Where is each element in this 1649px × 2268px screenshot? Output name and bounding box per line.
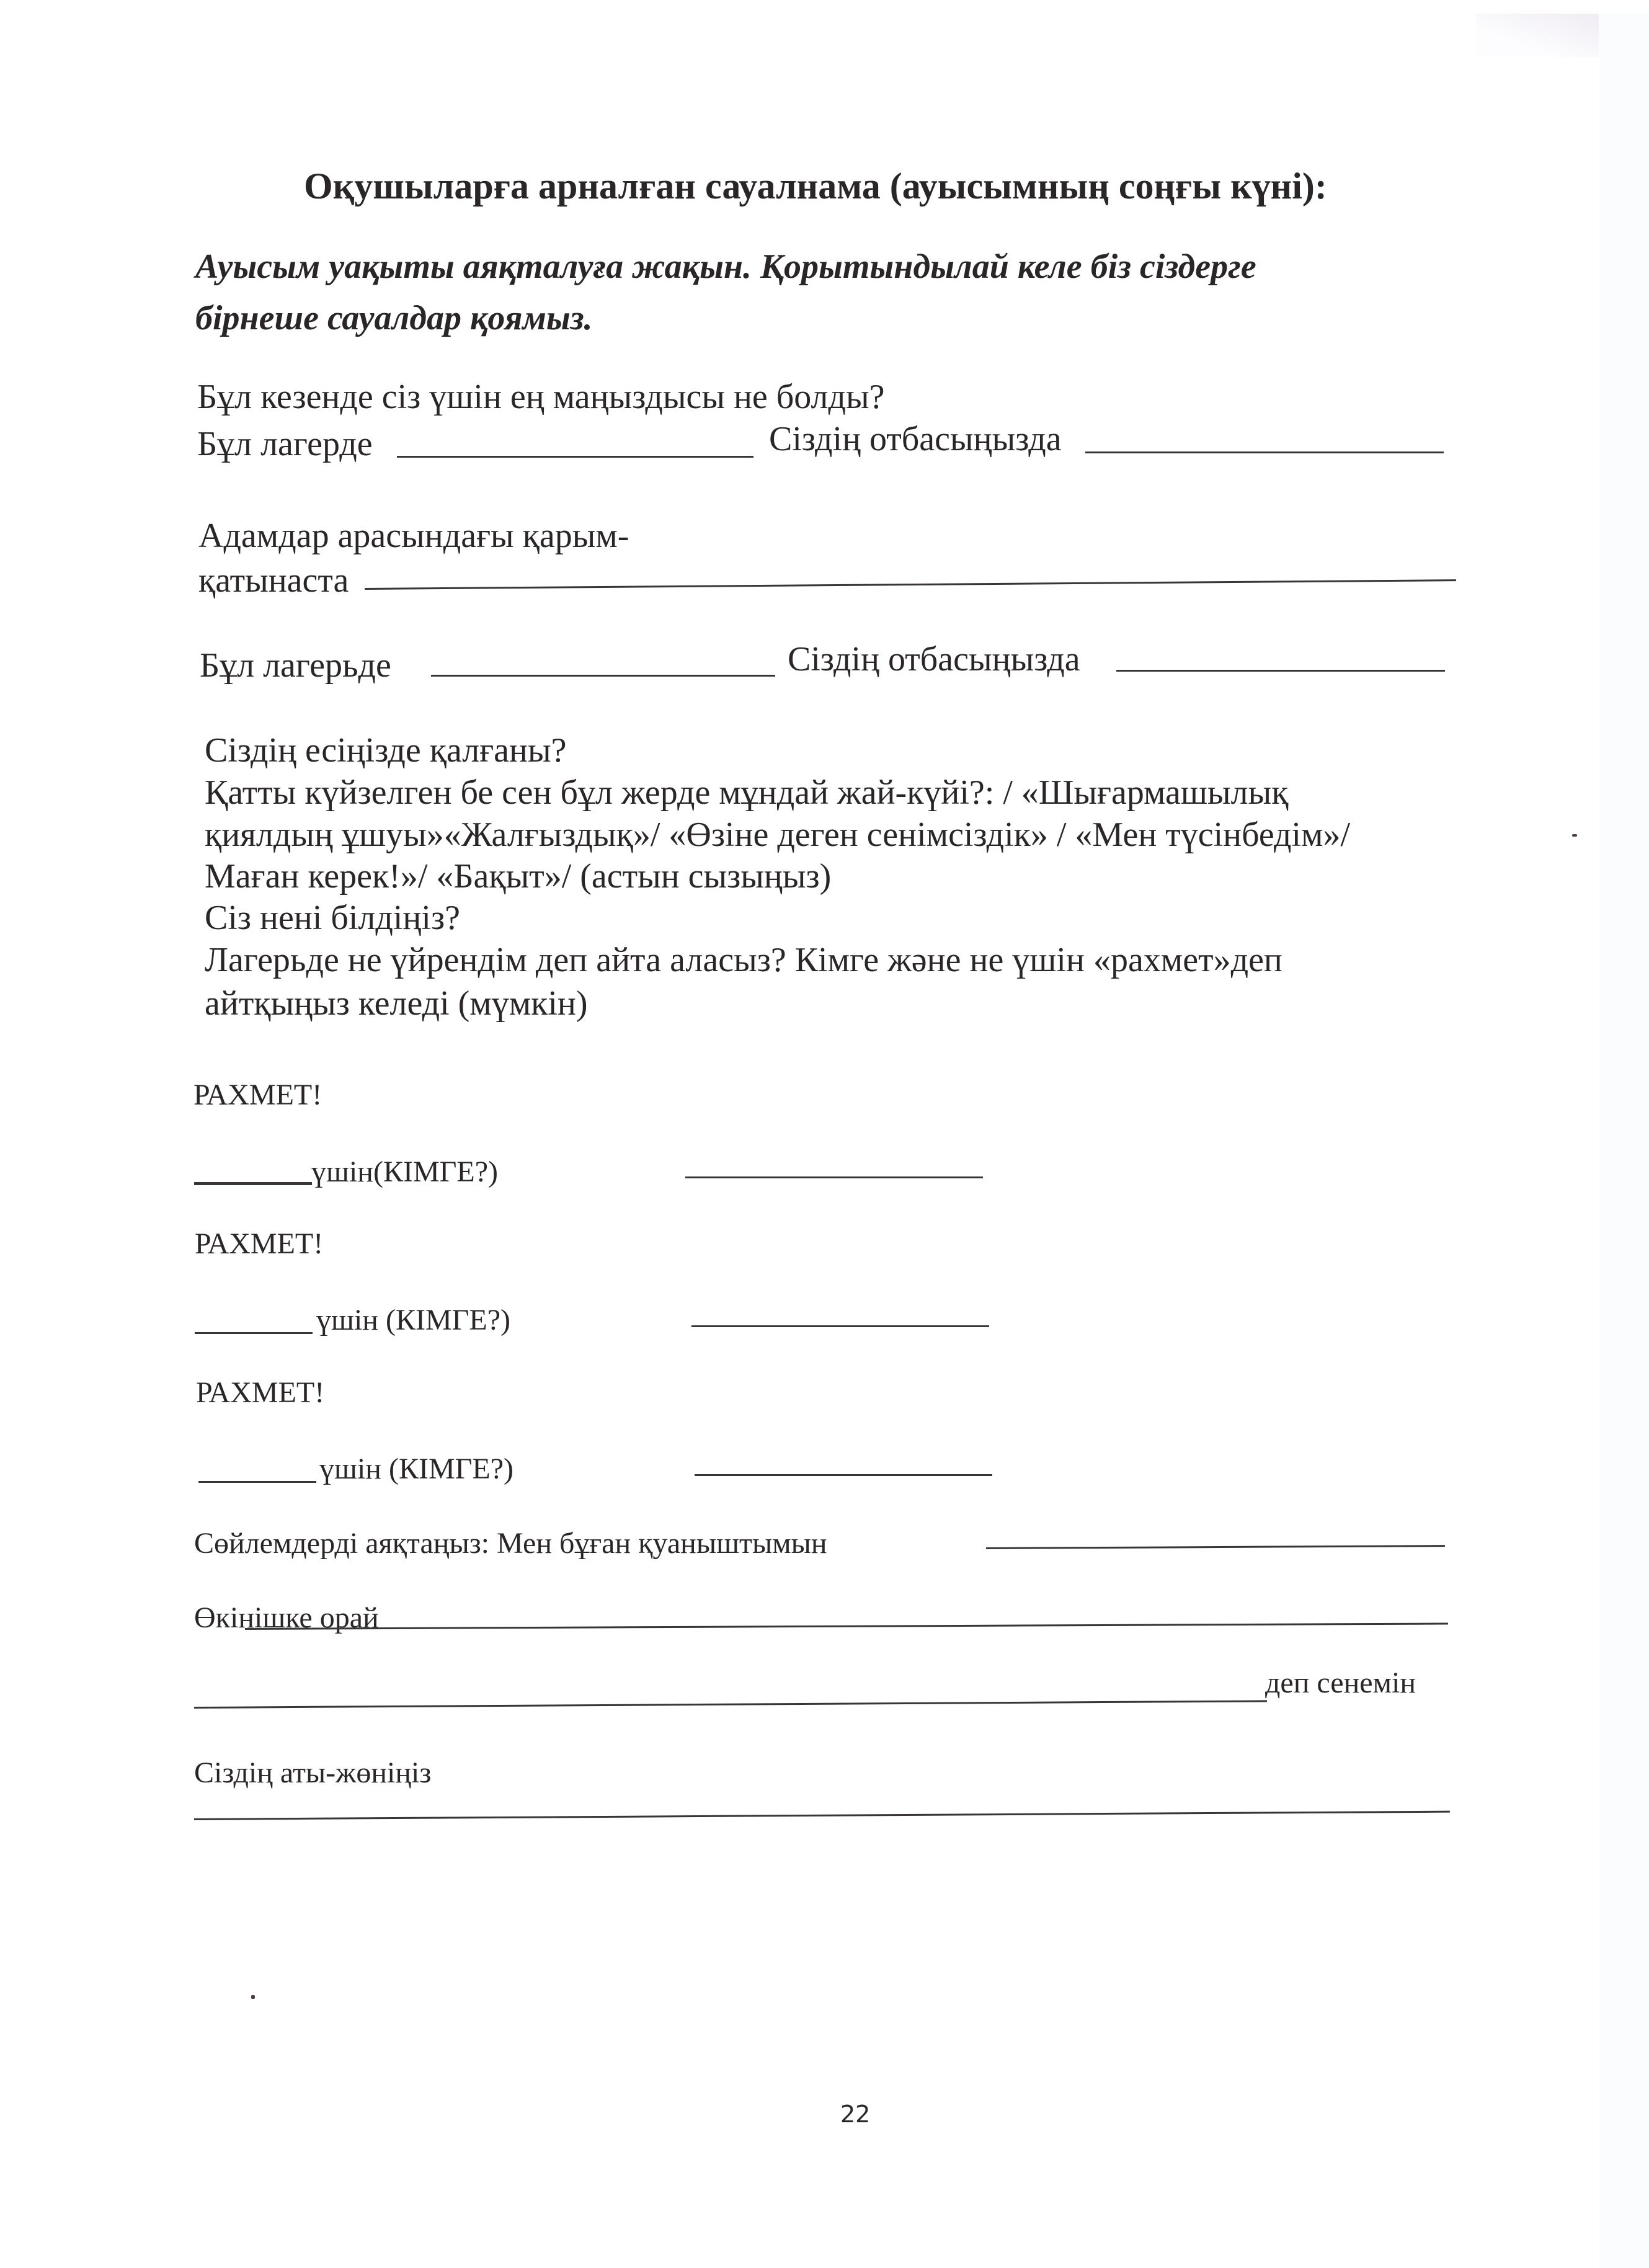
answer-field-regret[interactable]: [245, 1623, 1448, 1630]
label-camp-2: Бұл лагерьде: [200, 646, 391, 685]
question-thanks: Лагерьде не үйрендім деп айта аласыз? Кімге және не үшін «рахмет»деп: [205, 941, 1282, 979]
feelings-options-2: Маған керек!»/ «Бақыт»/ (астын сызыңыз): [205, 857, 832, 896]
answer-field-camp[interactable]: [397, 456, 753, 458]
answer-field-family[interactable]: [1085, 451, 1444, 453]
label-family-2: Сіздің отбасыңызда: [788, 640, 1080, 678]
label-relationships-cont: қатынаста: [198, 561, 349, 600]
thanks-reason-field-1[interactable]: [685, 1176, 983, 1178]
answer-field-name[interactable]: [194, 1811, 1450, 1820]
thanks-heading-3: РАХМЕТ!: [196, 1376, 325, 1409]
label-regret: Өкінішке орай: [194, 1601, 379, 1634]
label-family: Сіздің отбасыңызда: [769, 420, 1062, 458]
page-title: Оқушыларға арналған сауалнама (ауысымның соңғы күні):: [304, 166, 1327, 207]
scan-border-right: [1599, 14, 1649, 2268]
thanks-reason-field-3[interactable]: [695, 1474, 992, 1476]
thanks-who-field-1-ext: [194, 1182, 312, 1184]
thanks-heading-2: РАХМЕТ!: [195, 1227, 324, 1260]
intro-line-2: бірнеше сауалдар қоямыз.: [195, 299, 593, 337]
label-believe: деп сенемін: [1265, 1666, 1416, 1699]
complete-sentences-prompt: Сөйлемдерді аяқтаңыз: Мен бұған қуаныштымын: [194, 1527, 827, 1560]
question-learned: Сіз нені білдіңіз?: [205, 899, 460, 937]
intro-line-1: Ауысым уақыты аяқталуға жақын. Қорытындылай келе біз сіздерге: [195, 247, 1256, 286]
scan-speck: [251, 1995, 255, 1999]
thanks-heading-1: РАХМЕТ!: [193, 1078, 322, 1111]
scan-shadow: [1476, 14, 1600, 57]
label-relationships: Адамдар арасындағы қарым-: [198, 517, 629, 555]
answer-field-family-2[interactable]: [1116, 670, 1445, 672]
thanks-who-field-3[interactable]: [198, 1481, 316, 1483]
thanks-for-label-3: үшін (КІМГЕ?): [319, 1452, 514, 1485]
page-number: 22: [840, 2101, 871, 2128]
answer-field-relationships[interactable]: [365, 579, 1456, 590]
answer-field-camp-2[interactable]: [431, 675, 775, 677]
question-remembered: Сіздің есіңізде қалғаны?: [205, 731, 567, 770]
question-thanks-cont: айтқыңыз келеді (мүмкін): [205, 984, 588, 1023]
feelings-options-1: қиялдың ұшуы»«Жалғыздық»/ «Өзіне деген сенімсіздік» / «Мен түсінбедім»/: [205, 816, 1351, 854]
question-feelings: Қатты күйзелген бе сен бұл жерде мұндай жай-күйі?: / «Шығармашылық: [205, 773, 1289, 812]
thanks-for-label-1: үшін(КІМГЕ?): [311, 1155, 499, 1188]
thanks-who-field-2[interactable]: [195, 1332, 313, 1334]
thanks-for-label-2: үшін (КІМГЕ?): [316, 1304, 511, 1336]
label-name: Сіздің аты-жөніңіз: [194, 1756, 432, 1789]
thanks-reason-field-2[interactable]: [691, 1325, 989, 1327]
answer-field-believe[interactable]: [194, 1700, 1267, 1709]
question-most-important: Бұл кезенде сіз үшін ең маңыздысы не болды?: [197, 378, 885, 416]
label-camp: Бұл лагерде: [197, 425, 373, 463]
scan-speck: [1572, 834, 1577, 837]
answer-field-happy[interactable]: [986, 1545, 1445, 1549]
